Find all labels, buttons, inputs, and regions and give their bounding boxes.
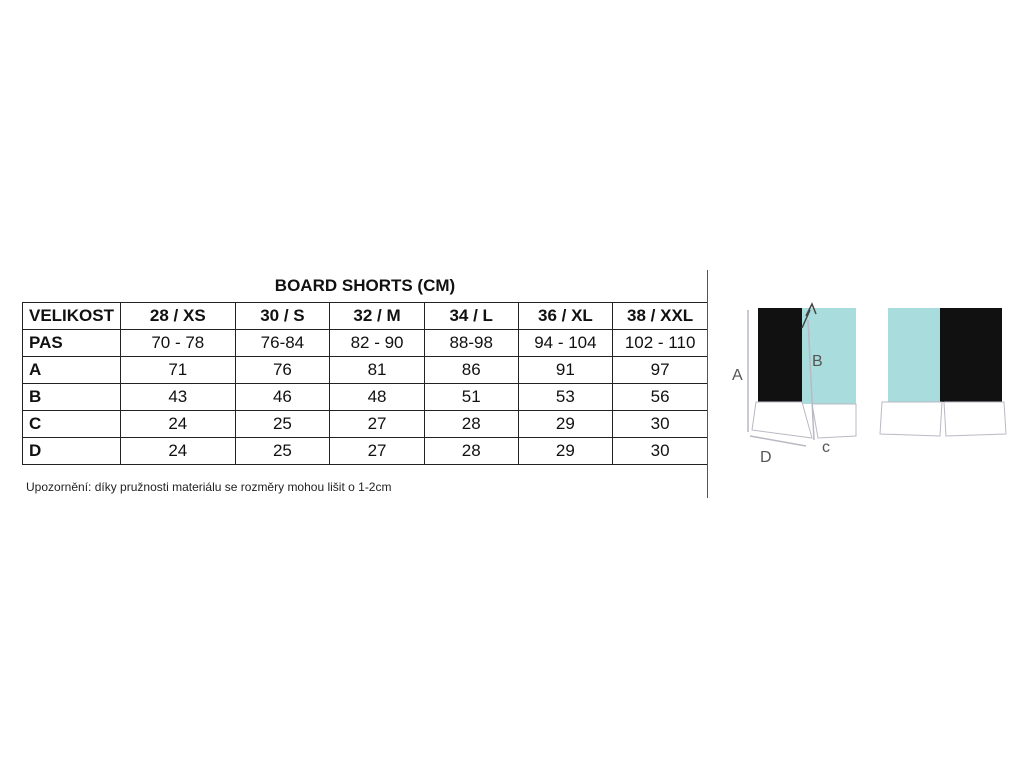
table-cell: 30 [613,438,708,465]
shorts-diagram [722,290,1022,470]
table-cell: 29 [518,411,613,438]
table-row [23,411,708,438]
back-mint-panel [888,308,940,402]
header-cell-size: 28 / XS [121,303,236,330]
table-cell: 25 [235,411,330,438]
front-white-hem-right [812,404,856,438]
header-cell-size: 36 / XL [518,303,613,330]
table-cell: 88-98 [424,330,518,357]
label-d: D [760,449,772,466]
table-row [23,438,708,465]
label-b: B [812,353,823,370]
size-table [22,302,708,465]
table-cell: 94 - 104 [518,330,613,357]
table-cell: 24 [121,438,236,465]
table-cell: 102 - 110 [613,330,708,357]
table-cell: 30 [613,411,708,438]
table-cell: 24 [121,411,236,438]
header-cell-size: 34 / L [424,303,518,330]
label-a: A [732,367,743,384]
table-cell: 56 [613,384,708,411]
table-cell: 76 [235,357,330,384]
table-cell: 25 [235,438,330,465]
front-black-panel [758,308,802,402]
table-cell: 76-84 [235,330,330,357]
shorts-back-view [880,308,1006,436]
row-label: PAS [23,330,121,357]
table-cell: 70 - 78 [121,330,236,357]
row-label: C [23,411,121,438]
row-label: D [23,438,121,465]
table-cell: 97 [613,357,708,384]
header-cell-size: 32 / M [330,303,425,330]
header-cell-size: 38 / XXL [613,303,708,330]
measure-line-d [750,436,806,446]
table-row [23,330,708,357]
table-cell: 81 [330,357,425,384]
table-header-row [23,303,708,330]
table-cell: 29 [518,438,613,465]
table-cell: 91 [518,357,613,384]
table-cell: 43 [121,384,236,411]
table-cell: 28 [424,438,518,465]
front-white-hem [752,402,812,438]
header-cell-velikost: VELIKOST [23,303,121,330]
table-cell: 48 [330,384,425,411]
elasticity-note: Upozornění: díky pružnosti materiálu se rozměry mohou lišit o 1-2cm [26,480,392,494]
shorts-front-view [732,304,856,466]
row-label: B [23,384,121,411]
label-c: c [822,439,830,456]
table-cell: 86 [424,357,518,384]
back-white-hem-right [944,402,1006,436]
shorts-illustration [722,290,1022,470]
table-cell: 53 [518,384,613,411]
back-black-panel [940,308,1002,402]
table-cell: 46 [235,384,330,411]
size-chart-title: BOARD SHORTS (CM) [274,276,456,295]
header-cell-size: 30 / S [235,303,330,330]
row-label: A [23,357,121,384]
table-cell: 71 [121,357,236,384]
table-cell: 82 - 90 [330,330,425,357]
table-cell: 27 [330,438,425,465]
table-cell: 28 [424,411,518,438]
table-cell: 51 [424,384,518,411]
table-row [23,384,708,411]
vertical-divider [707,270,708,498]
table-cell: 27 [330,411,425,438]
table-row [23,357,708,384]
back-white-hem-left [880,402,942,436]
